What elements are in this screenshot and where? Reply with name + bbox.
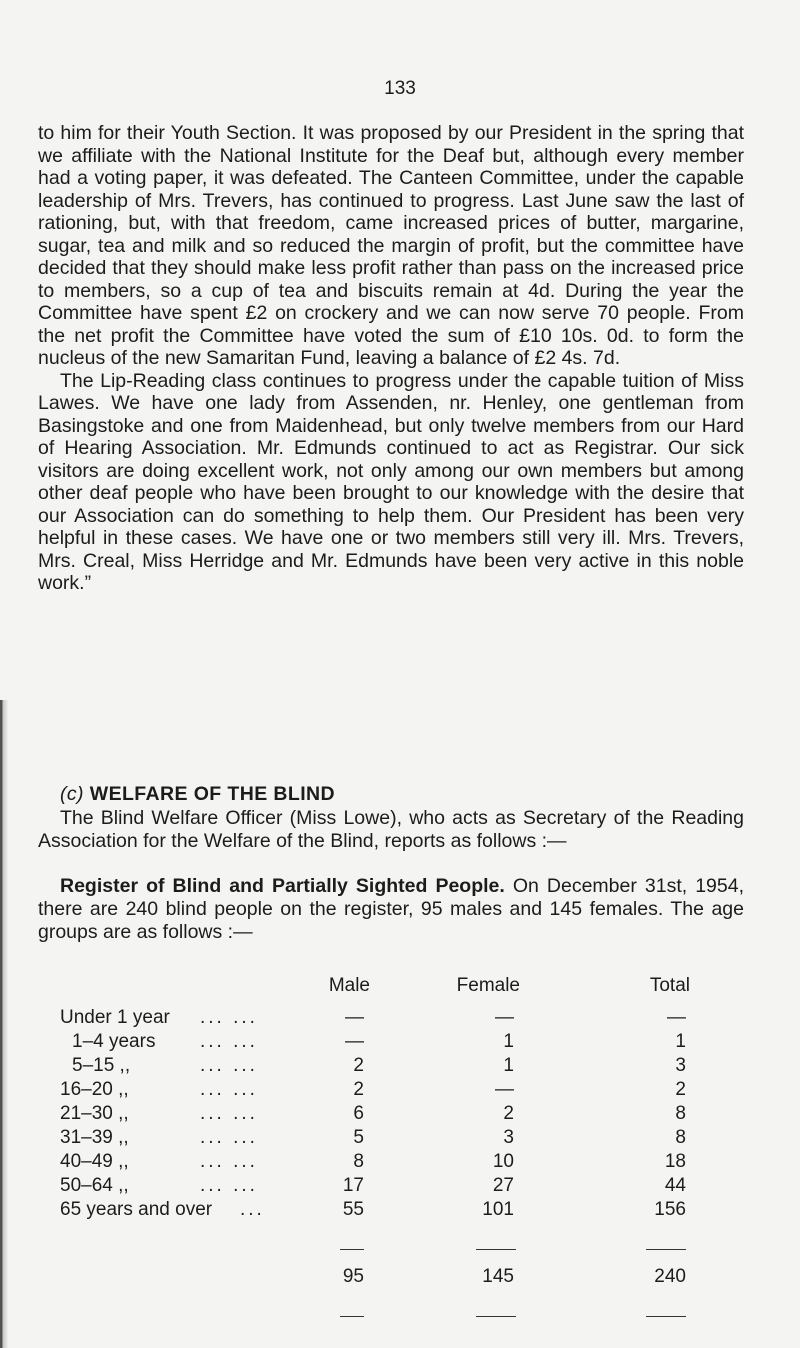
row-male: 2	[353, 1055, 364, 1076]
row-leader-dots: ... ...	[200, 1103, 258, 1124]
row-male: 5	[353, 1127, 364, 1148]
row-total: 156	[654, 1199, 686, 1220]
row-label: 50–64 ,,	[60, 1175, 129, 1196]
section-heading	[60, 783, 335, 806]
body-text	[38, 122, 744, 595]
paragraph-register	[38, 875, 744, 944]
page-number: 133	[384, 78, 416, 99]
total-rule-female	[476, 1316, 516, 1317]
row-total: 44	[664, 1175, 686, 1196]
row-female: 3	[503, 1127, 514, 1148]
row-leader-dots: ... ...	[200, 1175, 258, 1196]
section-letter: (c)	[60, 783, 84, 805]
row-label: 21–30 ,,	[60, 1103, 129, 1124]
row-male: —	[345, 1031, 364, 1052]
register-text: On December 31st, 1954, there are 240 blind people on the register, 95 males and 145 females. The age groups are as follows :—	[38, 875, 744, 943]
row-total: 18	[664, 1151, 686, 1172]
row-male: 6	[353, 1103, 364, 1124]
total-total: 240	[654, 1266, 686, 1287]
column-header-male: Male	[328, 975, 370, 996]
subtotal-rule-male	[340, 1249, 364, 1250]
table-row	[0, 1103, 800, 1126]
row-label: 31–39 ,,	[60, 1127, 129, 1148]
total-male: 95	[342, 1266, 364, 1287]
total-rule-male	[340, 1316, 364, 1317]
subtotal-rule-total	[646, 1249, 686, 1250]
paragraph-youth-canteen: to him for their Youth Section. It was proposed by our President in the spring that we affiliate with the National Institute for the Deaf but, although every member had a voting paper, it was defeated. The Canteen Committee, under the capable leadership of Mrs. Trevers, has continued to progress. Last June saw the last of rationing, but, with that freedom, came increased prices of butter, margarine, sugar, tea and milk and so reduced the margin of profit, but the committee have decided that they should make less profit rather than pass on the increased price to members, so a cup of tea and biscuits remain at 4d. During the year the Committee have spent £2 on crockery and we can now serve 70 people. From the net profit the Committee have voted the sum of £10 10s. 0d. to form the nucleus of the new Samaritan Fund, leaving a balance of £2 4s. 7d.	[38, 122, 744, 369]
total-rule-total	[646, 1316, 686, 1317]
row-total: —	[667, 1007, 686, 1028]
row-leader-dots: ... ...	[200, 1031, 258, 1052]
row-leader-dots: ... ...	[200, 1127, 258, 1148]
paragraph-blind-intro: The Blind Welfare Officer (Miss Lowe), who acts as Secretary of the Reading Association for the Welfare of the Blind, reports as follows :—	[38, 807, 744, 852]
row-male: 8	[353, 1151, 364, 1172]
table-row	[0, 1151, 800, 1174]
row-female: 27	[492, 1175, 514, 1196]
subtotal-rule-female	[476, 1249, 516, 1250]
row-label: 1–4 years	[72, 1031, 156, 1052]
row-female: —	[495, 1079, 514, 1100]
row-male: 17	[342, 1175, 364, 1196]
row-leader-dots: ... ...	[200, 1055, 258, 1076]
blind-welfare-text	[38, 807, 744, 944]
row-total: 2	[675, 1079, 686, 1100]
row-leader-dots: ... ...	[200, 1079, 258, 1100]
totals-row	[0, 1266, 800, 1289]
row-female: 101	[482, 1199, 514, 1220]
section-title: WELFARE OF THE BLIND	[89, 783, 336, 805]
table-row	[0, 1199, 800, 1222]
row-label: 16–20 ,,	[60, 1079, 129, 1100]
row-female: 2	[503, 1103, 514, 1124]
total-female: 145	[482, 1266, 514, 1287]
table-row	[0, 1031, 800, 1054]
row-total: 3	[675, 1055, 686, 1076]
table-row	[0, 1055, 800, 1078]
row-leader-dots: ...	[240, 1199, 265, 1220]
row-leader-dots: ... ...	[200, 1151, 258, 1172]
paragraph-lip-reading: The Lip-Reading class continues to progress under the capable tuition of Miss Lawes. We have one lady from Assenden, nr. Henley, one gentleman from Basingstoke and one from Maidenhead, but only twelve members from our Hard of Hearing Association. Mr. Edmunds continued to act as Registrar. Our sick visitors are doing excellent work, not only among our own members but among other deaf people who have been brought to our knowledge with the desire that our Association can do something to help them. Our President has been very helpful in these cases. We have one or two members still very ill. Mrs. Trevers, Mrs. Creal, Miss Herridge and Mr. Edmunds have been very active in this noble work.”	[38, 369, 744, 594]
row-female: —	[495, 1007, 514, 1028]
row-female: 1	[503, 1031, 514, 1052]
table-row	[0, 1007, 800, 1030]
row-female: 10	[492, 1151, 514, 1172]
column-header-total: Total	[649, 975, 690, 996]
row-total: 8	[675, 1103, 686, 1124]
row-male: 55	[342, 1199, 364, 1220]
row-male: 2	[353, 1079, 364, 1100]
row-label: 5–15 ,,	[72, 1055, 131, 1076]
row-leader-dots: ... ...	[200, 1007, 258, 1028]
register-heading: Register of Blind and Partially Sighted People.	[60, 875, 505, 897]
row-male: —	[345, 1007, 364, 1028]
row-female: 1	[503, 1055, 514, 1076]
table-row	[0, 1175, 800, 1198]
row-label: 40–49 ,,	[60, 1151, 129, 1172]
column-header-female: Female	[456, 975, 520, 996]
row-total: 1	[675, 1031, 686, 1052]
table-row	[0, 1127, 800, 1150]
row-total: 8	[675, 1127, 686, 1148]
row-label: Under 1 year	[60, 1007, 170, 1028]
row-label: 65 years and over	[60, 1199, 213, 1220]
table-row	[0, 1079, 800, 1102]
